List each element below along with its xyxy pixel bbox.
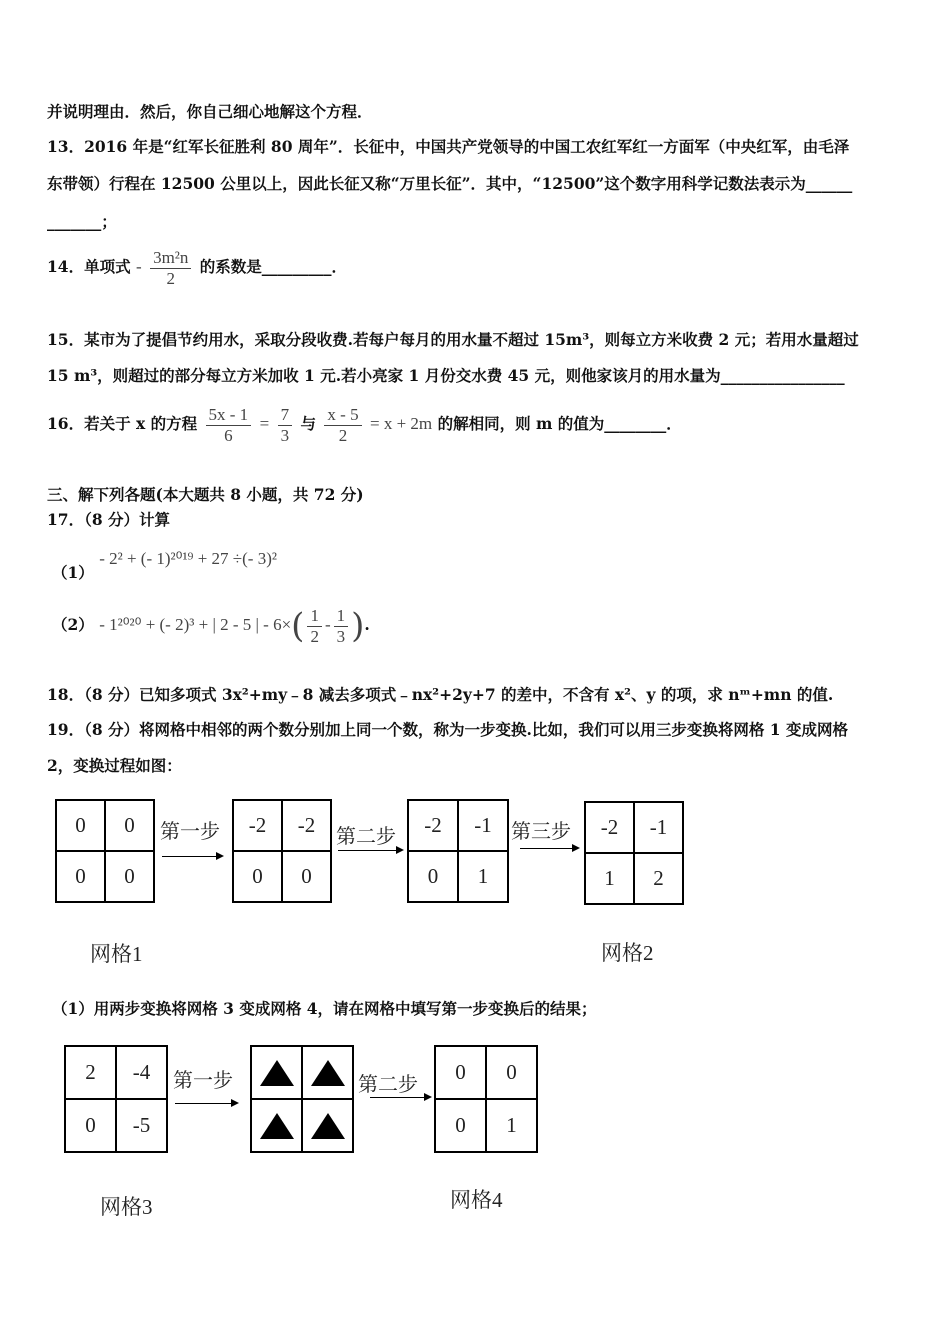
grid-cell: -5 bbox=[116, 1099, 167, 1152]
q17-2-end: . bbox=[364, 615, 370, 634]
grid-cell: 0 bbox=[233, 851, 282, 902]
q17-2-f2-denominator: 3 bbox=[334, 626, 349, 647]
grid-3 bbox=[64, 1045, 168, 1153]
grid-cell: 0 bbox=[105, 851, 154, 902]
q17-1-expression: - 2² + (- 1)²⁰¹⁹ + 27 ÷(- 3)² bbox=[99, 549, 277, 568]
q17-2-minus: - bbox=[324, 615, 331, 634]
q16-rhs: = x + 2m bbox=[370, 414, 433, 433]
caption-grid-2: 网格2 bbox=[601, 941, 654, 965]
question-17: 17．（8 分）计算 bbox=[47, 510, 171, 529]
q17-2-fraction-1 bbox=[307, 606, 322, 647]
step-label-2: 第二步 bbox=[336, 826, 396, 848]
q17-2-right-paren: ) bbox=[351, 606, 365, 646]
section-3-heading: 三、解下列各题(本大题共 8 小题，共 72 分) bbox=[47, 485, 364, 504]
triangle-icon bbox=[311, 1113, 345, 1139]
q14-suffix: 的系数是_________． bbox=[199, 257, 348, 276]
caption-grid-3: 网格3 bbox=[100, 1195, 153, 1219]
grid-cell: 0 bbox=[65, 1099, 116, 1152]
grid-cell: 0 bbox=[56, 800, 105, 851]
q16-f3-numerator: x - 5 bbox=[327, 404, 359, 424]
grid-cell: -1 bbox=[458, 800, 508, 851]
question-19-line-2: 2，变换过程如图： bbox=[47, 756, 182, 775]
grid-cell: 0 bbox=[486, 1046, 537, 1099]
step-label-3: 第三步 bbox=[511, 821, 571, 843]
grid-cell: 2 bbox=[634, 853, 683, 904]
step-label-1: 第一步 bbox=[173, 1070, 233, 1092]
answer-cell[interactable] bbox=[302, 1046, 353, 1099]
step-label-1: 第一步 bbox=[160, 821, 220, 843]
grid-cell: -1 bbox=[634, 802, 683, 853]
q17-2-f1-numerator: 1 bbox=[310, 605, 319, 625]
q17-2-expression: - 1²⁰²⁰ + (- 2)³ + | 2 - 5 | - 6× bbox=[99, 615, 292, 634]
q17-2-f1-denominator: 2 bbox=[307, 626, 322, 647]
grid-cell: -2 bbox=[282, 800, 331, 851]
triangle-icon bbox=[260, 1060, 294, 1086]
question-16 bbox=[47, 403, 682, 446]
grid-4 bbox=[434, 1045, 538, 1153]
grid-cell: 0 bbox=[56, 851, 105, 902]
grid-cell: 0 bbox=[435, 1046, 486, 1099]
question-19-line-1: 19．（8 分）将网格中相邻的两个数分别加上同一个数，称为一步变换.比如，我们可以用三步变换将网格 1 变成网格 bbox=[47, 720, 848, 739]
step-label-2: 第二步 bbox=[358, 1074, 418, 1096]
grid-cell: -2 bbox=[408, 800, 458, 851]
question-13-line-2: 东带领）行程在 12500 公里以上，因此长征又称“万里长征”．其中，“12500”这个数字用科学记数法表示为______ bbox=[47, 174, 853, 193]
grid-cell: 1 bbox=[458, 851, 508, 902]
arrow-icon bbox=[162, 856, 222, 857]
q17-2-left-paren: ( bbox=[291, 606, 305, 646]
grid-cell: 0 bbox=[282, 851, 331, 902]
q16-f3-denominator: 2 bbox=[324, 425, 361, 446]
question-19-part-1: （1）用两步变换将网格 3 变成网格 4，请在网格中填写第一步变换后的结果； bbox=[52, 999, 597, 1018]
arrow-icon bbox=[370, 1097, 430, 1098]
caption-grid-1: 网格1 bbox=[90, 942, 143, 966]
grid-cell: 0 bbox=[435, 1099, 486, 1152]
q14-sign: - bbox=[135, 257, 142, 276]
arrow-icon bbox=[338, 850, 402, 851]
arrow-icon bbox=[175, 1103, 237, 1104]
question-17-part-2 bbox=[52, 601, 370, 650]
q16-suffix: 的解相同，则 m 的值为________． bbox=[437, 414, 682, 433]
question-14 bbox=[47, 246, 347, 289]
grid-step-1 bbox=[232, 799, 332, 903]
q16-fraction-3 bbox=[324, 405, 361, 446]
grid-cell: 1 bbox=[486, 1099, 537, 1152]
q16-f2-denominator: 3 bbox=[278, 425, 293, 446]
arrow-icon bbox=[520, 848, 578, 849]
grid-cell: 1 bbox=[585, 853, 634, 904]
q14-numerator: 3m²n bbox=[153, 247, 189, 267]
question-13-line-3: _______； bbox=[47, 212, 117, 231]
answer-cell[interactable] bbox=[251, 1099, 302, 1152]
q16-f1-denominator: 6 bbox=[206, 425, 252, 446]
question-13-line-1: 13．2016 年是“红军长征胜利 80 周年”．长征中，中国共产党领导的中国工农红军红一方面军（中央红军，由毛泽 bbox=[47, 137, 850, 156]
grid-cell: 2 bbox=[65, 1046, 116, 1099]
grid-cell: 0 bbox=[408, 851, 458, 902]
q16-f2-numerator: 7 bbox=[280, 404, 290, 424]
question-15-line-1: 15．某市为了提倡节约用水，采取分段收费.若每户每月的用水量不超过 15m³，则每立方米收费 2 元；若用水量超过 bbox=[47, 330, 859, 349]
triangle-icon bbox=[311, 1060, 345, 1086]
grid-blank-answer bbox=[250, 1045, 354, 1153]
question-15-line-2: 15 m³，则超过的部分每立方米加收 1 元.若小亮家 1 月份交水费 45 元，则他家该月的用水量为________________ bbox=[47, 366, 845, 385]
answer-cell[interactable] bbox=[251, 1046, 302, 1099]
q16-mid: 与 bbox=[300, 414, 317, 433]
grid-2 bbox=[584, 801, 684, 905]
q16-equals: = bbox=[259, 414, 270, 433]
q14-denominator: 2 bbox=[150, 268, 191, 289]
q17-2-label: （2） bbox=[52, 615, 94, 634]
q16-fraction-1 bbox=[206, 405, 252, 446]
grid-step-2 bbox=[407, 799, 509, 903]
grid-cell: 0 bbox=[105, 800, 154, 851]
q14-fraction bbox=[150, 248, 191, 289]
grid-cell: -2 bbox=[233, 800, 282, 851]
q17-2-f2-numerator: 1 bbox=[336, 605, 346, 625]
q17-2-fraction-2 bbox=[334, 606, 349, 647]
caption-grid-4: 网格4 bbox=[450, 1188, 503, 1212]
grid-cell: -2 bbox=[585, 802, 634, 853]
q16-fraction-2 bbox=[278, 405, 293, 446]
question-17-part-1 bbox=[52, 546, 277, 586]
q16-prefix: 16．若关于 x 的方程 bbox=[47, 414, 198, 433]
text-line-continuation: 并说明理由．然后，你自己细心地解这个方程． bbox=[47, 102, 373, 121]
grid-1 bbox=[55, 799, 155, 903]
grid-cell: -4 bbox=[116, 1046, 167, 1099]
q14-prefix: 14．单项式 bbox=[47, 257, 131, 276]
answer-cell[interactable] bbox=[302, 1099, 353, 1152]
triangle-icon bbox=[260, 1113, 294, 1139]
question-18: 18．（8 分）已知多项式 3x²+my﹣8 减去多项式﹣nx²+2y+7 的差中，不含有 x²、y 的项，求 nᵐ+mn 的值. bbox=[47, 685, 834, 704]
q16-f1-numerator: 5x - 1 bbox=[208, 404, 249, 424]
q17-1-label: （1） bbox=[52, 563, 94, 582]
